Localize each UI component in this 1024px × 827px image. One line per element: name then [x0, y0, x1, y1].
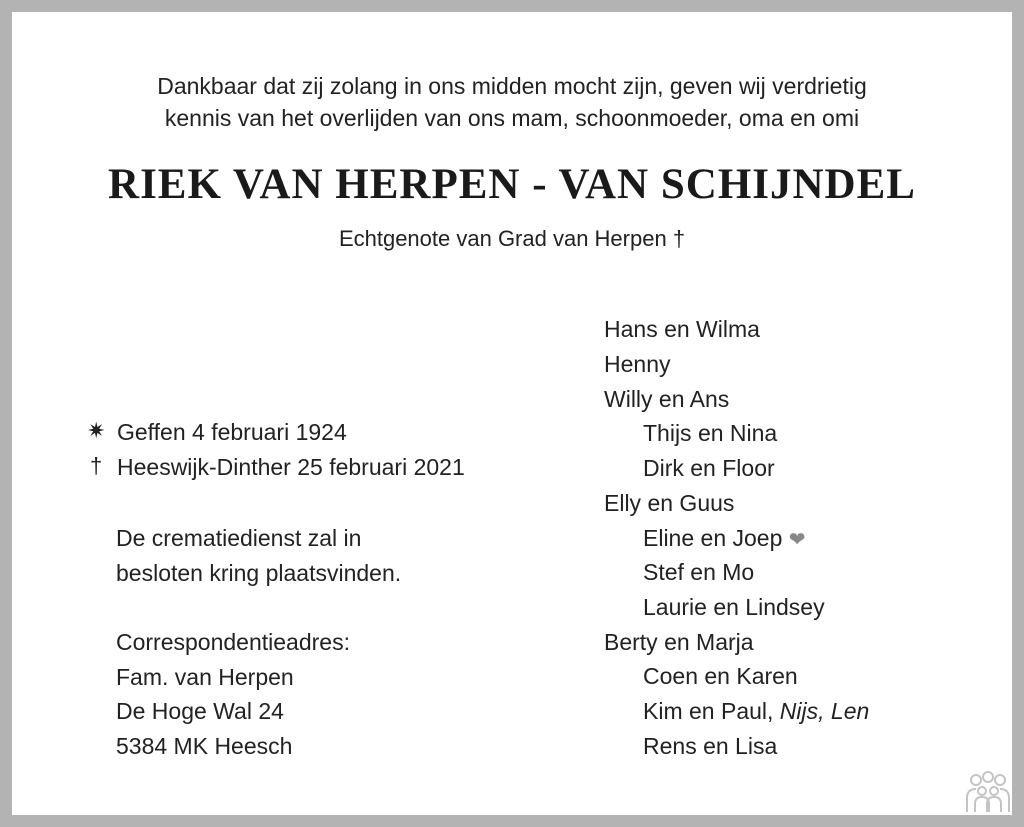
family-member: Henny [604, 351, 671, 377]
intro-text [0, 70, 1024, 134]
family-member: Stef en Mo [643, 559, 755, 585]
family-member: Laurie en Lindsey [643, 594, 825, 620]
address-label: Correspondentieadres: [116, 629, 350, 655]
family-member: Willy en Ans [604, 386, 730, 412]
intro-line-1: Dankbaar dat zij zolang in ons midden mocht zijn, geven wij verdrietig [157, 73, 867, 99]
family-member: Kim en Paul, [643, 698, 774, 724]
address-street: De Hoge Wal 24 [116, 698, 284, 724]
family-member: Coen en Karen [643, 663, 798, 689]
death-line: Heeswijk-Dinther 25 februari 2021 [117, 454, 465, 480]
intro-line-2: kennis van het overlijden van ons mam, schoonmoeder, oma en omi [164, 105, 860, 131]
family-people-icon [962, 770, 1014, 814]
family-member: Dirk en Floor [643, 455, 775, 481]
birth-line: Geffen 4 februari 1924 [117, 419, 347, 445]
death-cross-icon: † [90, 453, 103, 478]
deceased-name: RIEK VAN HERPEN - VAN SCHIJNDEL [108, 161, 916, 208]
family-member-row [643, 697, 869, 725]
address-name: Fam. van Herpen [116, 664, 294, 690]
service-line-2: besloten kring plaatsvinden. [116, 560, 402, 586]
family-member: Berty en Marja [604, 629, 754, 655]
birth-star-icon: ✷ [87, 418, 106, 443]
family-member: Thijs en Nina [643, 420, 778, 446]
family-member: Elly en Guus [604, 490, 735, 516]
family-member: Rens en Lisa [643, 733, 778, 759]
address-city: 5384 MK Heesch [116, 733, 293, 759]
service-line-1: De crematiedienst zal in [116, 525, 362, 551]
family-member: Hans en Wilma [604, 316, 760, 342]
heart-icon: ❤ [788, 529, 806, 551]
spouse-line: Echtgenote van Grad van Herpen † [338, 226, 686, 251]
family-member-row [643, 524, 806, 554]
family-member: Eline en Joep [643, 525, 783, 551]
family-member-italic: Nijs, Len [779, 698, 870, 724]
